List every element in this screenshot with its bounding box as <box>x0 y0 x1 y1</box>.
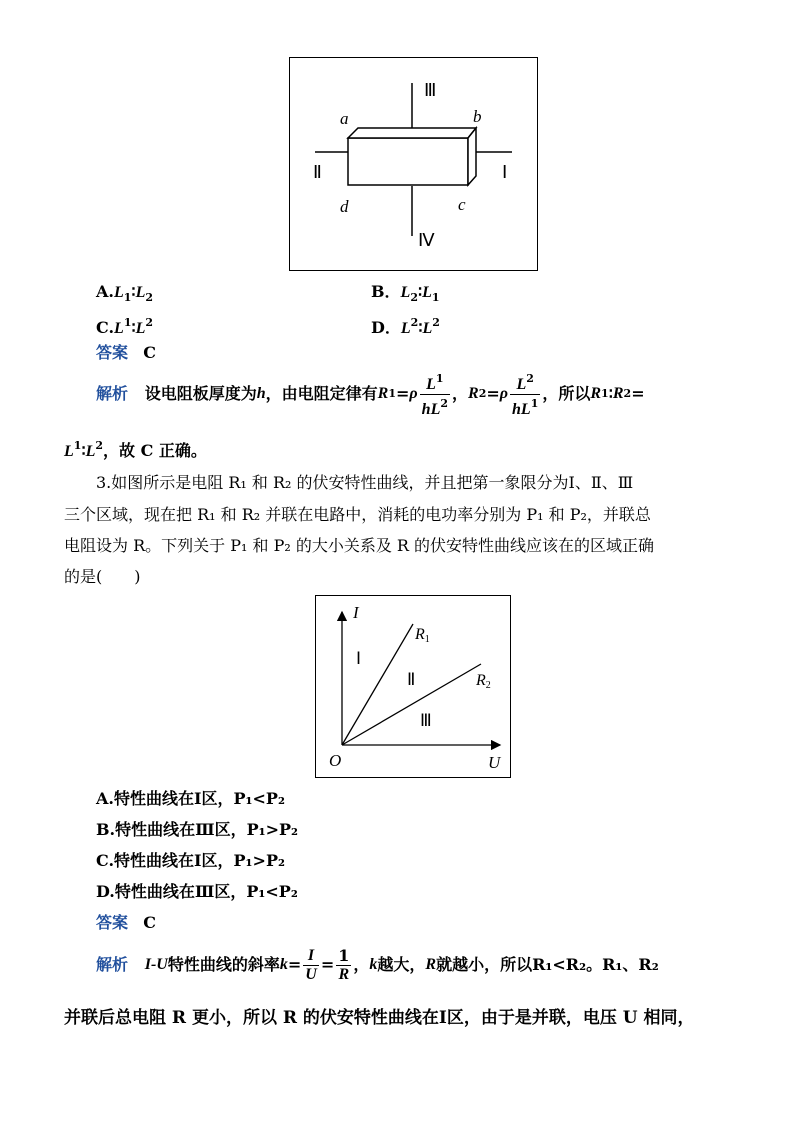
q3-stem-line4: 的是( ) <box>64 567 141 586</box>
answer-label: 答案 <box>96 913 129 932</box>
region-III-label: Ⅲ <box>420 711 432 730</box>
q3-option-d: D.特性曲线在Ⅲ区，P₁<P₂ <box>96 882 298 901</box>
analysis-text: ，故 C 正确。 <box>103 441 207 460</box>
opt-sup: 2 <box>145 316 154 329</box>
figure-1-resistor-plate <box>289 57 538 271</box>
var-k: k <box>279 956 288 973</box>
q2-option-b <box>371 282 440 308</box>
opt-var: L <box>422 284 432 301</box>
opt-sub: 2 <box>410 291 418 304</box>
opt-colon: ∶ <box>417 282 423 301</box>
opt-var: L <box>422 320 433 337</box>
frac-den: h <box>421 400 431 418</box>
var-r: R <box>590 385 602 402</box>
label-II: Ⅱ <box>313 162 322 182</box>
r2-label: R2 <box>476 672 491 691</box>
frac-sup: 2 <box>440 396 448 410</box>
opt-colon: ∶ <box>131 282 136 301</box>
var-k: k <box>369 956 378 973</box>
comma: ， <box>452 384 469 403</box>
analysis-text: R₁<R₂。R₁、R₂ <box>532 955 659 974</box>
fraction-1 <box>420 370 450 419</box>
q3-stem-line2: 三个区域，现在把 R₁ 和 R₂ 并联在电路中，消耗的电功率分别为 P₁ 和 P₂，并联总 <box>64 505 651 524</box>
label-d: d <box>340 197 349 216</box>
plate-front-face <box>348 138 468 185</box>
frac-sup: 1 <box>435 371 444 385</box>
var-rho: ρ <box>409 385 418 402</box>
sub: 1 <box>601 387 609 400</box>
plate-top-face <box>348 128 476 138</box>
sup: 2 <box>95 439 104 452</box>
var-r: R <box>612 385 624 402</box>
opt-sub: 1 <box>123 291 132 304</box>
frac-num: I <box>303 947 319 966</box>
q3-option-a: A.特性曲线在Ⅰ区，P₁<P₂ <box>96 789 285 808</box>
label-IV: Ⅳ <box>418 230 435 250</box>
label-b: b <box>473 107 482 126</box>
opt-colon: ∶ <box>131 318 136 337</box>
opt-prefix: C. <box>96 318 115 337</box>
r1-line <box>342 624 416 745</box>
answer-value: C <box>143 913 157 932</box>
frac-sup: 2 <box>526 371 534 385</box>
colon: ∶ <box>608 384 613 403</box>
q3-option-c: C.特性曲线在Ⅰ区，P₁>P₂ <box>96 851 285 870</box>
equals: = <box>486 384 500 403</box>
opt-sup: 2 <box>432 316 440 329</box>
opt-var: L <box>135 284 146 301</box>
q2-analysis-line1 <box>96 372 645 416</box>
frac-den: h <box>512 400 521 418</box>
region-II-label: Ⅱ <box>407 670 416 689</box>
q3-answer <box>96 913 156 933</box>
analysis-label: 解析 <box>96 955 129 974</box>
opt-var: L <box>135 320 146 337</box>
var-iu: I-U <box>144 956 168 973</box>
origin-label: O <box>329 751 342 770</box>
fraction-i-u <box>303 947 319 984</box>
label-c: c <box>458 195 466 214</box>
equals: = <box>631 384 645 403</box>
r1-label: R1 <box>415 626 430 645</box>
q2-option-d <box>371 313 440 339</box>
sup: 1 <box>73 439 82 452</box>
analysis-text: ，所以 <box>542 384 591 403</box>
frac-sup: 1 <box>530 396 539 410</box>
opt-sub: 2 <box>145 291 154 304</box>
analysis-text: 设电阻板厚度为 <box>144 384 257 403</box>
opt-var: L <box>114 320 124 337</box>
q3-option-b: B.特性曲线在Ⅲ区，P₁>P₂ <box>96 820 299 839</box>
q2-option-c <box>96 313 153 339</box>
q2-analysis-line2 <box>64 436 207 462</box>
equals: = <box>396 384 410 403</box>
comma: ， <box>353 955 370 974</box>
var-r: R <box>425 956 437 973</box>
q3-analysis-line2: 并联后总电阻 R 更小，所以 R 的伏安特性曲线在Ⅰ区，由于是并联，电压 U 相同， <box>64 1008 695 1028</box>
frac-num: L <box>426 375 436 393</box>
label-a: a <box>340 109 349 128</box>
opt-var: L <box>400 320 411 337</box>
analysis-label: 解析 <box>96 384 129 403</box>
opt-sub: 1 <box>431 291 440 304</box>
opt-prefix: D． <box>371 318 401 337</box>
sub: 2 <box>478 387 487 400</box>
figure-2-iu-graph <box>315 595 511 778</box>
equals: = <box>287 955 302 974</box>
var-r: R <box>377 385 389 402</box>
opt-prefix: A. <box>96 282 114 301</box>
fraction-2 <box>510 370 540 419</box>
region-I-label: Ⅰ <box>356 649 362 668</box>
analysis-text: 特性曲线的斜率 <box>167 955 280 974</box>
analysis-text: 就越小，所以 <box>436 955 533 974</box>
sub: 2 <box>623 387 632 400</box>
frac-den: R <box>338 965 350 983</box>
opt-colon: ∶ <box>418 318 423 337</box>
var-l: L <box>85 443 96 460</box>
opt-var: L <box>113 284 124 301</box>
opt-sup: 2 <box>410 316 419 329</box>
q3-stem-line3: 电阻设为 R。下列关于 P₁ 和 P₂ 的大小关系及 R 的伏安特性曲线应该在的区域正确 <box>64 536 655 555</box>
analysis-text: 越大， <box>377 955 426 974</box>
var-rho: ρ <box>499 385 508 402</box>
frac-den: L <box>520 400 531 418</box>
colon: ∶ <box>81 441 86 460</box>
var-r: R <box>468 385 479 402</box>
frac-num: L <box>516 375 527 393</box>
figure-2-svg <box>316 596 510 777</box>
q3-analysis-line1 <box>96 942 659 988</box>
var-l: L <box>64 443 74 460</box>
opt-prefix: B． <box>371 282 401 301</box>
plate-side-face <box>468 128 476 185</box>
q3-stem-line1: 3.如图所示是电阻 R₁ 和 R₂ 的伏安特性曲线，并且把第一象限分为Ⅰ、Ⅱ、Ⅲ <box>96 473 634 492</box>
equals: = <box>320 955 335 974</box>
var-h: h <box>256 385 266 402</box>
i-axis-label: I <box>353 603 359 622</box>
answer-label: 答案 <box>96 343 129 362</box>
u-axis-label: U <box>488 753 501 772</box>
opt-var: L <box>400 284 411 301</box>
analysis-text: ，由电阻定律有 <box>265 384 378 403</box>
fraction-1-r <box>336 947 351 984</box>
frac-den: U <box>305 965 317 983</box>
label-III: Ⅲ <box>424 80 437 100</box>
frac-den: L <box>430 400 441 418</box>
label-I: Ⅰ <box>502 162 508 182</box>
opt-sup: 1 <box>123 316 132 329</box>
answer-value: C <box>143 343 157 362</box>
q2-answer <box>96 343 156 363</box>
frac-num: 1 <box>338 945 350 965</box>
figure-1-svg <box>290 58 537 270</box>
sub: 1 <box>388 387 396 400</box>
q2-option-a <box>96 282 153 308</box>
